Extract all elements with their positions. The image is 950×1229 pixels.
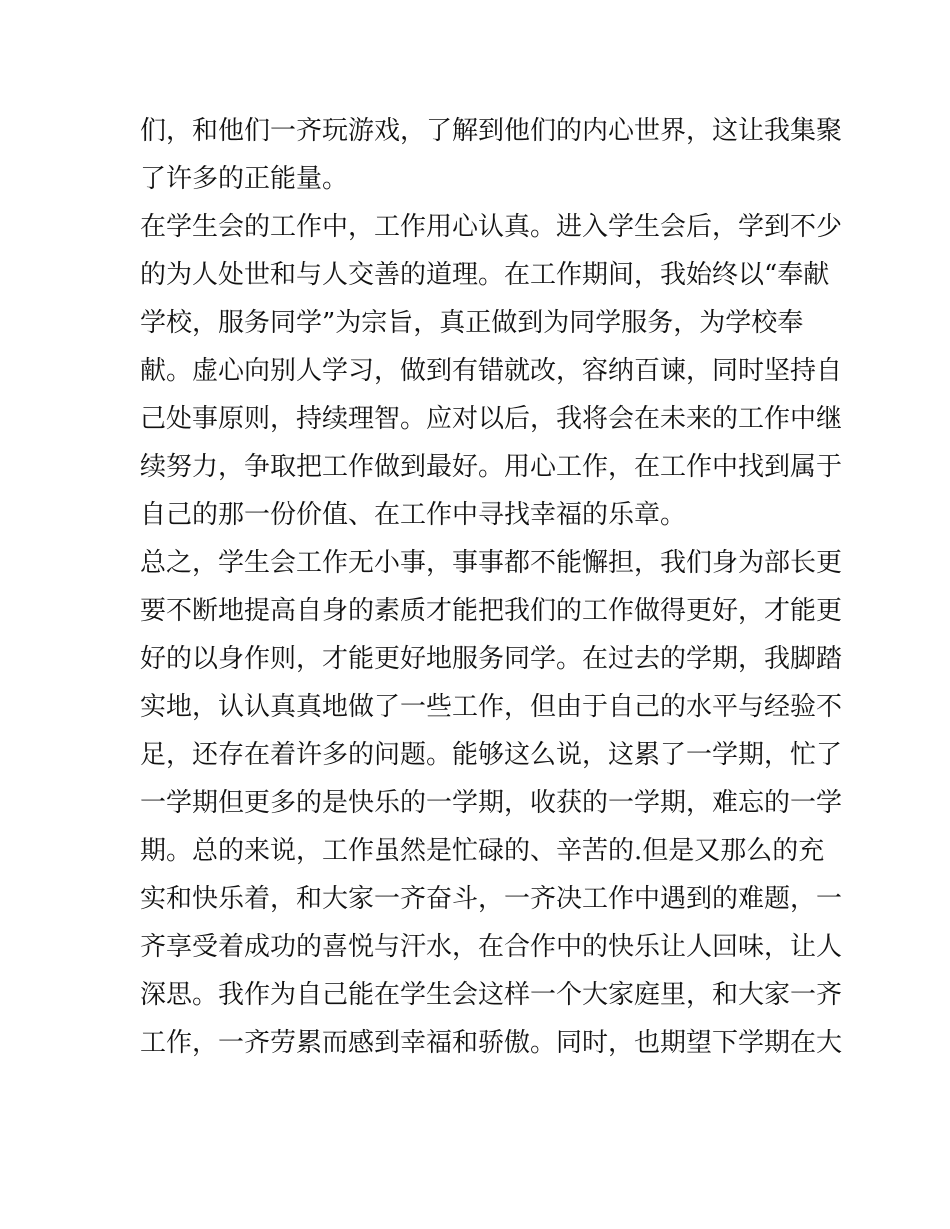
text-line: 期。总的来说，工作虽然是忙碌的、辛苦的.但是又那么的充: [140, 836, 825, 866]
text-line: 在学生会的工作中，工作用心认真。进入学生会后，学到不少: [140, 212, 843, 242]
body-text: [140, 107, 843, 1067]
text-line: 好的以身作则，才能更好地服务同学。在过去的学期，我脚踏: [140, 644, 843, 674]
text-line: 要不断地提高自身的素质才能把我们的工作做得更好，才能更: [140, 596, 843, 626]
text-line: 己处事原则，持续理智。应对以后，我将会在未来的工作中继: [140, 404, 843, 434]
text-line: 了许多的正能量。: [140, 164, 349, 194]
text-line: 们，和他们一齐玩游戏，了解到他们的内心世界，这让我集聚: [140, 116, 843, 146]
text-line: 深思。我作为自己能在学生会这样一个大家庭里，和大家一齐: [140, 980, 843, 1010]
text-line: 的为人处世和与人交善的道理。在工作期间，我始终以“奉献: [140, 260, 830, 290]
text-line: 实地，认认真真地做了一些工作，但由于自己的水平与经验不: [140, 692, 843, 722]
text-line: 齐享受着成功的喜悦与汗水，在合作中的快乐让人回味，让人: [140, 932, 843, 962]
text-line: 学校，服务同学”为宗旨，真正做到为同学服务，为学校奉: [140, 308, 804, 338]
text-line: 实和快乐着，和大家一齐奋斗，一齐决工作中遇到的难题，一: [140, 884, 843, 914]
text-line: 一学期但更多的是快乐的一学期，收获的一学期，难忘的一学: [140, 788, 843, 818]
text-line: 工作，一齐劳累而感到幸福和骄傲。同时，也期望下学期在大: [140, 1028, 843, 1058]
text-line: 献。虚心向别人学习，做到有错就改，容纳百谏，同时坚持自: [140, 356, 843, 386]
text-line: 续努力，争取把工作做到最好。用心工作，在工作中找到属于: [140, 452, 843, 482]
text-line: 足，还存在着许多的问题。能够这么说，这累了一学期，忙了: [140, 740, 843, 770]
text-line: 总之，学生会工作无小事，事事都不能懈担，我们身为部长更: [140, 548, 843, 578]
text-line: 自己的那一份价值、在工作中寻找幸福的乐章。: [140, 500, 687, 530]
